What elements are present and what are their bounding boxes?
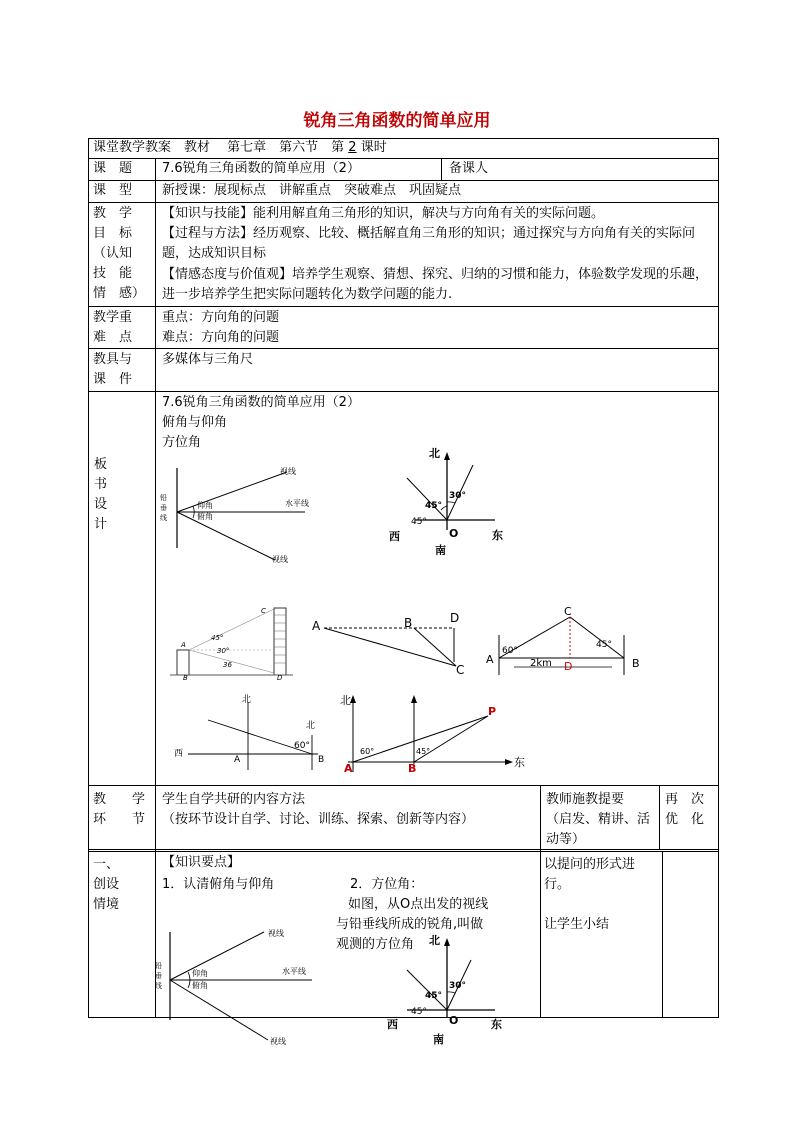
pab-diagram	[338, 690, 528, 775]
compass-diagram-2	[385, 930, 510, 1045]
svg-text:北: 北	[306, 721, 316, 731]
svg-text:30°: 30°	[217, 647, 230, 655]
svg-text:A: A	[486, 653, 494, 666]
svg-text:线: 线	[160, 514, 167, 522]
sight-angle-diagram-2	[152, 920, 322, 1050]
keypoint-focus: 重点：方向角的问题	[162, 310, 280, 325]
svg-text:B: B	[183, 674, 188, 680]
type-label: 课 型	[93, 183, 133, 198]
sec1-label-3: 情境	[93, 897, 120, 912]
svg-text:A: A	[344, 762, 353, 775]
svg-text:垂: 垂	[160, 504, 167, 512]
steps-label-2: 环 节	[93, 812, 146, 827]
svg-text:水平线: 水平线	[285, 499, 309, 508]
sec1-label-2: 创设	[93, 877, 120, 892]
svg-text:东: 东	[514, 756, 525, 769]
svg-text:36: 36	[223, 661, 232, 669]
steps-label-1: 教 学	[93, 792, 146, 807]
svg-text:俯角: 俯角	[197, 512, 213, 521]
steps-teacher-1: 教师施教提要	[546, 792, 625, 807]
tools-label-2: 课 件	[93, 372, 133, 387]
svg-text:北: 北	[340, 694, 351, 707]
svg-text:仰角: 仰角	[197, 501, 213, 510]
svg-text:视线: 视线	[268, 929, 284, 938]
topic-label: 课 题	[93, 161, 133, 176]
svg-text:30°: 30°	[449, 981, 467, 991]
board-line-3: 方位角	[162, 435, 202, 450]
svg-text:45°: 45°	[425, 991, 443, 1001]
svg-text:北: 北	[429, 934, 440, 947]
sec1-teacher-1: 以提问的形式进	[544, 857, 636, 872]
header-row: 课堂教学教案 教材 第七章 第六节 第 2 课时	[93, 140, 387, 155]
sec1-item2-desc-3: 观测的方位角	[336, 937, 415, 952]
svg-text:西: 西	[174, 749, 184, 759]
svg-text:45°: 45°	[416, 747, 431, 756]
svg-text:东: 东	[492, 529, 503, 542]
steps-teacher-3: 动等）	[546, 832, 586, 847]
svg-text:C: C	[564, 605, 572, 618]
svg-text:D: D	[564, 660, 573, 673]
sight-angle-diagram	[155, 460, 315, 570]
keypoint-label-2: 难 点	[93, 330, 133, 345]
board-line-2: 俯角与仰角	[162, 415, 228, 430]
sec1-item2: 2．方位角：	[350, 877, 424, 892]
svg-text:南: 南	[435, 544, 446, 555]
svg-text:60°: 60°	[360, 747, 375, 756]
keypoint-difficulty: 难点：方向角的问题	[162, 330, 280, 345]
svg-text:铅: 铅	[160, 494, 167, 502]
abdc-diagram	[308, 610, 478, 680]
svg-text:45°: 45°	[411, 517, 427, 527]
svg-text:D: D	[277, 674, 283, 680]
svg-text:O: O	[449, 527, 459, 540]
sec1-heading: 【知识要点】	[162, 855, 241, 870]
compass-diagram	[385, 440, 510, 555]
svg-text:东: 东	[491, 1018, 502, 1031]
steps-teacher-2: （启发、精讲、活	[546, 812, 651, 827]
triangle-2km-diagram	[484, 605, 644, 680]
sec1-label-1: 一、	[93, 857, 120, 872]
svg-text:45°: 45°	[596, 640, 612, 650]
svg-text:A: A	[181, 641, 186, 649]
sec1-item2-desc-1: 如图，从O点出发的视线	[348, 897, 489, 912]
svg-text:B: B	[404, 616, 413, 630]
topic-value: 7.6锐角三角函数的简单应用（2）	[162, 161, 360, 176]
tools-value: 多媒体与三角尺	[162, 352, 254, 367]
svg-text:B: B	[318, 755, 325, 765]
svg-text:仰角: 仰角	[192, 969, 208, 978]
sec1-item1: 1．认清俯角与仰角	[162, 877, 275, 892]
north-west-diagram	[168, 690, 333, 775]
svg-text:西: 西	[387, 1018, 398, 1031]
svg-text:A: A	[312, 619, 321, 633]
steps-main-2: （按环节设计自学、讨论、训练、探索、创新等内容）	[162, 812, 475, 827]
svg-text:30°: 30°	[449, 491, 467, 501]
preparer-label: 备课人	[449, 161, 489, 176]
svg-text:视线: 视线	[272, 555, 288, 564]
board-line-1: 7.6锐角三角函数的简单应用（2）	[162, 395, 360, 410]
goal-process: 【过程与方法】经历观察、比较、概括解直角三角形的知识；通过探究与方向角有关的实际问题，达成知识目标	[162, 226, 696, 261]
svg-text:水平线: 水平线	[282, 967, 306, 976]
sec1-teacher-3: 让学生小结	[544, 917, 610, 932]
svg-text:线: 线	[155, 982, 162, 990]
building-diagram	[165, 605, 300, 680]
svg-text:视线: 视线	[280, 467, 296, 476]
type-value: 新授课：展现标点 讲解重点 突破难点 巩固疑点	[162, 183, 462, 198]
svg-text:视线: 视线	[270, 1037, 286, 1046]
svg-text:45°: 45°	[411, 1007, 427, 1017]
svg-text:西: 西	[389, 530, 400, 543]
svg-text:铅: 铅	[155, 962, 162, 970]
svg-text:垂: 垂	[155, 972, 162, 980]
document-title: 锐角三角函数的简单应用	[303, 111, 491, 131]
svg-text:北: 北	[429, 447, 440, 460]
svg-text:B: B	[408, 762, 417, 775]
goal-attitude: 【情感态度与价值观】培养学生观察、猜想、探究、归纳的习惯和能力，体验数学发现的乐趣，进一步培养学生把实际问题转化为数学问题的能力.	[162, 267, 709, 302]
svg-text:北: 北	[242, 695, 252, 705]
svg-text:俯角: 俯角	[192, 981, 208, 990]
keypoint-label-1: 教学重	[93, 310, 133, 325]
svg-text:45°: 45°	[425, 501, 443, 511]
svg-text:南: 南	[433, 1033, 444, 1045]
svg-text:2km: 2km	[530, 658, 552, 669]
svg-text:D: D	[450, 611, 460, 625]
steps-main-1: 学生自学共研的内容方法	[162, 792, 306, 807]
svg-text:P: P	[488, 705, 497, 718]
svg-text:C: C	[261, 607, 266, 615]
goal-knowledge: 【知识与技能】能利用解直角三角形的知识，解决与方向角有关的实际问题。	[162, 206, 605, 221]
svg-text:45°: 45°	[211, 634, 224, 642]
tools-label-1: 教具与	[93, 352, 133, 367]
svg-text:60°: 60°	[502, 646, 518, 656]
steps-reopt-1: 再 次	[665, 792, 705, 807]
svg-text:O: O	[449, 1014, 459, 1027]
sec1-teacher-2: 行。	[544, 877, 571, 892]
svg-text:60°: 60°	[294, 741, 310, 751]
svg-text:A: A	[234, 755, 241, 765]
steps-reopt-2: 优 化	[665, 812, 705, 827]
svg-text:B: B	[632, 657, 640, 670]
sec1-item2-desc-2: 与铅垂线所成的锐角,叫做	[336, 917, 484, 932]
svg-text:C: C	[456, 663, 465, 677]
